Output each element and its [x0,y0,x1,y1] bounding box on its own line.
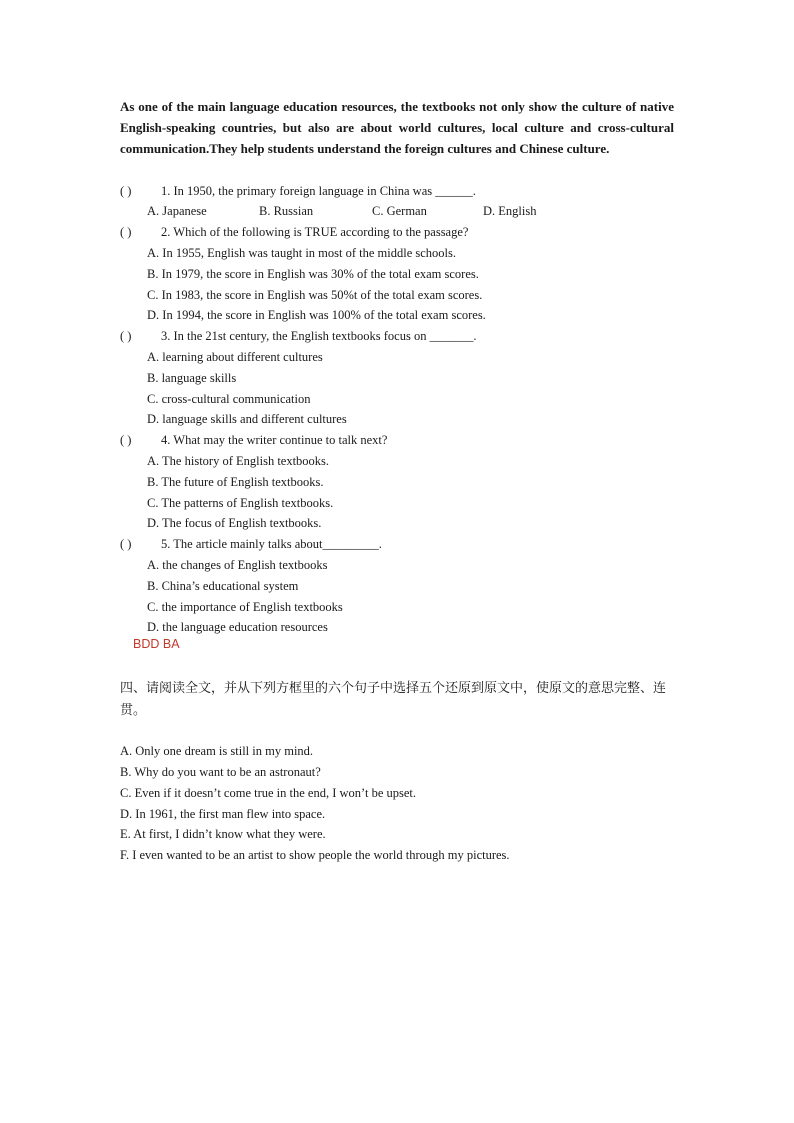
option: C. In 1983, the score in English was 50%t of the total exam scores. [147,288,483,302]
answer-blank: ( ) [120,184,132,198]
question-2 [120,222,468,242]
question-stem: 5. The article mainly talks about_________. [161,537,382,551]
option: A. Japanese [147,204,207,218]
option: D. The focus of English textbooks. [147,516,322,530]
sentence-option: E. At first, I didn’t know what they were. [120,827,326,841]
option: A. learning about different cultures [147,350,323,364]
question-stem: 3. In the 21st century, the English textbooks focus on _______. [161,329,477,343]
question-5 [120,534,382,554]
sentence-option: B. Why do you want to be an astronaut? [120,765,321,779]
sentence-option: C. Even if it doesn’t come true in the end, I won’t be upset. [120,786,417,800]
intro-paragraph: As one of the main language education resources, the textbooks not only show the culture of native English-speaking countries, but also are about world cultures, local culture and cross-cultural communication.They help students understand the foreign cultures and Chinese culture. [120,99,674,156]
answer-blank: ( ) [120,329,132,343]
option: C. cross-cultural communication [147,392,311,406]
sentence-option: F. I even wanted to be an artist to show people the world through my pictures. [120,848,510,862]
option: A. the changes of English textbooks [147,558,328,572]
option: C. the importance of English textbooks [147,600,343,614]
option: B. In 1979, the score in English was 30% of the total exam scores. [147,267,479,281]
option: D. the language education resources [147,620,328,634]
option: C. German [372,204,427,218]
question-stem: 2. Which of the following is TRUE according to the passage? [161,225,469,239]
option: B. The future of English textbooks. [147,475,324,489]
answer-key: BDD BA [133,637,180,651]
question-stem: 1. In 1950, the primary foreign language in China was ______. [161,184,476,198]
option: A. In 1955, English was taught in most of the middle schools. [147,246,457,260]
sentence-option: A. Only one dream is still in my mind. [120,744,314,758]
sentence-option: D. In 1961, the first man flew into space. [120,807,326,821]
question-stem: 4. What may the writer continue to talk next? [161,433,388,447]
option: D. language skills and different cultures [147,412,347,426]
option: A. The history of English textbooks. [147,454,330,468]
answer-blank: ( ) [120,537,132,551]
question-3 [120,326,476,346]
option: B. Russian [259,204,314,218]
option: B. language skills [147,371,237,385]
option: D. English [483,204,537,218]
answer-blank: ( ) [120,433,132,447]
option: C. The patterns of English textbooks. [147,496,334,510]
section-4-instructions: 四、请阅读全文，并从下列方框里的六个句子中选择五个还原到原文中，使原文的意思完整、连贯。 [120,681,667,718]
option: B. China’s educational system [147,579,299,593]
question-1 [120,181,476,201]
answer-blank: ( ) [120,225,132,239]
question-4 [120,430,387,450]
option: D. In 1994, the score in English was 100% of the total exam scores. [147,308,486,322]
